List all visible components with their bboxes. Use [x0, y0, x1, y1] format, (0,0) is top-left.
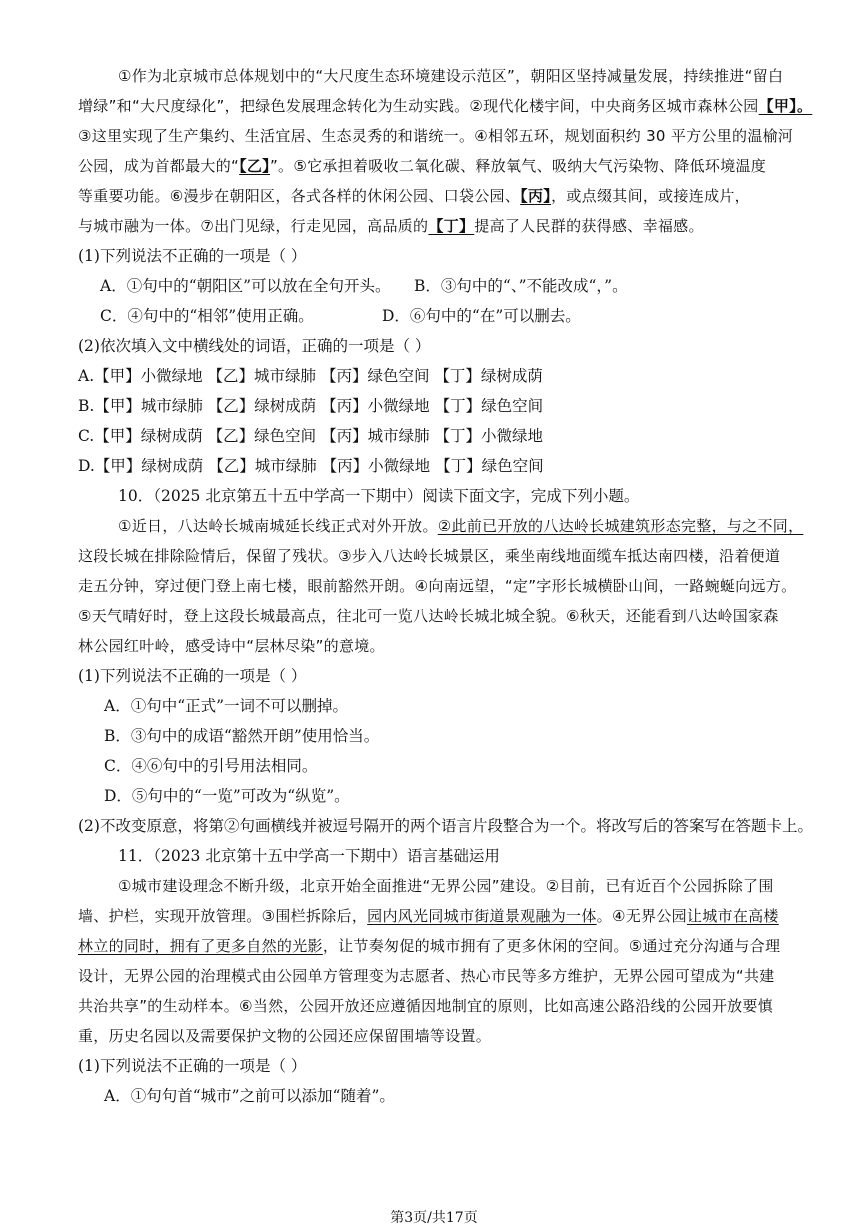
q11-passage-line-4: 设计，无界公园的治理模式由公园单方管理变为志愿者、热心市民等多方维护，无界公园可望成为“共建 — [78, 967, 775, 985]
q9-sub1-option-b: B．③句中的“、”不能改成“，”。 — [414, 277, 628, 295]
q10-sub1-question: (1)下列说法不正确的一项是（ ） — [78, 667, 307, 685]
q9-passage-line-3: ③这里实现了生产集约、生活宜居、生态灵秀的和谐统一。④相邻五环，规划面积约 30 平方公里的温榆河 — [78, 127, 794, 145]
q11-passage-line-1: ①城市建设理念不断升级，北京开始全面推进“无界公园”建设。②目前，已有近百个公园拆除了围 — [118, 877, 774, 895]
q9-sub2-option-d: D.【甲】绿树成荫 【乙】城市绿肺 【丙】小微绿地 【丁】绿色空间 — [78, 457, 544, 475]
q9-passage-line-4 — [78, 156, 766, 176]
blank-yi: 【乙】 — [239, 157, 270, 175]
q9-passage-line-2 — [78, 96, 812, 116]
q9-sub1-option-d: D．⑥句中的“在”可以删去。 — [382, 307, 581, 325]
q11-title: 11．（2023 北京第十五中学高一下期中）语言基础运用 — [118, 847, 500, 865]
q9-passage-line-5 — [78, 186, 750, 206]
blank-bing: 【丙】 — [520, 187, 552, 205]
q10-passage-line-5: 林公园红叶岭，感受诗中“层林尽染”的意境。 — [78, 637, 385, 655]
q9-passage-text: 等重要功能。⑥漫步在朝阳区，各式各样的休闲公园、口袋公园、 — [78, 187, 521, 205]
q10-sub1-option-c: C．④⑥句中的引号用法相同。 — [104, 757, 318, 775]
q9-passage-text: 提高了人民群的获得感、幸福感。 — [474, 217, 704, 235]
q9-sub2-option-b: B.【甲】城市绿肺 【乙】绿树成荫 【丙】小微绿地 【丁】绿色空间 — [78, 397, 544, 415]
q9-sub2-question: (2)依次填入文中横线处的词语，正确的一项是（ ） — [78, 337, 431, 355]
q9-passage-text: 公园，成为首都最大的“ — [78, 157, 240, 175]
blank-jia: 【甲】。 — [758, 97, 813, 115]
q9-sub1-option-a: A．①句中的“朝阳区”可以放在全句开头。 — [100, 277, 391, 295]
q11-passage-line-6: 重，历史名园以及需要保护文物的公园还应保留围墙等设置。 — [78, 1027, 492, 1045]
q10-passage-text: ①近日，八达岭长城南城延长线正式对外开放。 — [118, 517, 438, 535]
q10-sub1-option-d: D．⑤句中的“一览”可改为“纵览”。 — [104, 787, 350, 805]
q10-passage-line-4: ⑤天气晴好时，登上这段长城最高点，往北可一览八达岭长城北城全貌。⑥秋天，还能看到八达岭国家森 — [78, 607, 779, 625]
q10-passage-line-2: 这段长城在排除险情后，保留了残状。③步入八达岭长城景区，乘坐南线地面缆车抵达南四楼，沿着便道 — [78, 547, 781, 565]
q11-underlined-phrase: 让城市在高楼 — [686, 907, 779, 925]
q11-passage-line-5: 共治共享”的生动样本。⑥当然，公园开放还应遵循因地制宜的原则，比如高速公路沿线的公园开放要慎 — [78, 997, 774, 1015]
q11-underlined-phrase: 林立的同时，拥有了更多自然的光影 — [78, 937, 323, 955]
q10-sub1-option-b: B．③句中的成语“豁然开朗”使用恰当。 — [104, 727, 380, 745]
q9-sub2-option-c: C.【甲】绿树成荫 【乙】绿色空间 【丙】城市绿肺 【丁】小微绿地 — [78, 427, 544, 445]
q11-passage-line-2 — [78, 906, 779, 926]
q11-passage-line-3 — [78, 936, 780, 956]
q10-passage-line-1 — [118, 516, 803, 536]
blank-ding: 【丁】 — [428, 217, 475, 235]
q11-passage-text: 。④无界公园 — [596, 907, 687, 925]
q11-sub1-question: (1)下列说法不正确的一项是（ ） — [78, 1057, 307, 1075]
q9-passage-line-6 — [78, 216, 704, 236]
q10-title: 10．（2025 北京第五十五中学高一下期中）阅读下面文字，完成下列小题。 — [118, 487, 640, 505]
q10-underlined-sentence: ②此前已开放的八达岭长城建筑形态完整，与之不同， — [437, 517, 804, 535]
q9-sub1-option-c: C．④句中的“相邻”使用正确。 — [100, 307, 314, 325]
q9-sub1-question: (1)下列说法不正确的一项是（ ） — [78, 247, 307, 265]
q10-sub2-question: (2)不改变原意，将第②句画横线并被逗号隔开的两个语言片段整合为一个。将改写后的答案写在答题卡上。 — [78, 817, 813, 835]
q9-passage-text: 与城市融为一体。⑦出门见绿，行走见园，高品质的 — [78, 217, 429, 235]
q9-passage-text: ”。⑤它承担着吸收二氧化碳、释放氧气、吸纳大气污染物、降低环境温度 — [269, 157, 767, 175]
q11-underlined-phrase: 园内风光同城市街道景观融为一体 — [367, 907, 597, 925]
q11-passage-text: 墙、护栏，实现开放管理。③围栏拆除后， — [78, 907, 368, 925]
q9-passage-text: ，或点缀其间，或接连成片， — [551, 187, 750, 205]
q11-passage-text: ，让节奏匆促的城市拥有了更多休闲的空间。⑤通过充分沟通与合理 — [322, 937, 781, 955]
q9-passage-line-1: ①作为北京城市总体规划中的“大尺度生态环境建设示范区”，朝阳区坚持减量发展，持续推进“留白 — [118, 67, 784, 85]
page-number: 第3页/共17页 — [390, 1210, 478, 1226]
q9-sub2-option-a: A.【甲】小微绿地 【乙】城市绿肺 【丙】绿色空间 【丁】绿树成荫 — [78, 367, 543, 385]
q10-sub1-option-a: A．①句中“正式”一词不可以删掉。 — [104, 697, 349, 715]
q10-passage-line-3: 走五分钟，穿过便门登上南七楼，眼前豁然开朗。④向南远望，“定”字形长城横卧山间，一路蜿蜒向远方。 — [78, 577, 797, 595]
q11-sub1-option-a: A．①句句首“城市”之前可以添加“随着”。 — [104, 1087, 395, 1105]
q9-passage-text: 增绿”和“大尺度绿化”，把绿色发展理念转化为生动实践。②现代化楼宇间，中央商务区城市森林公园 — [78, 97, 759, 115]
